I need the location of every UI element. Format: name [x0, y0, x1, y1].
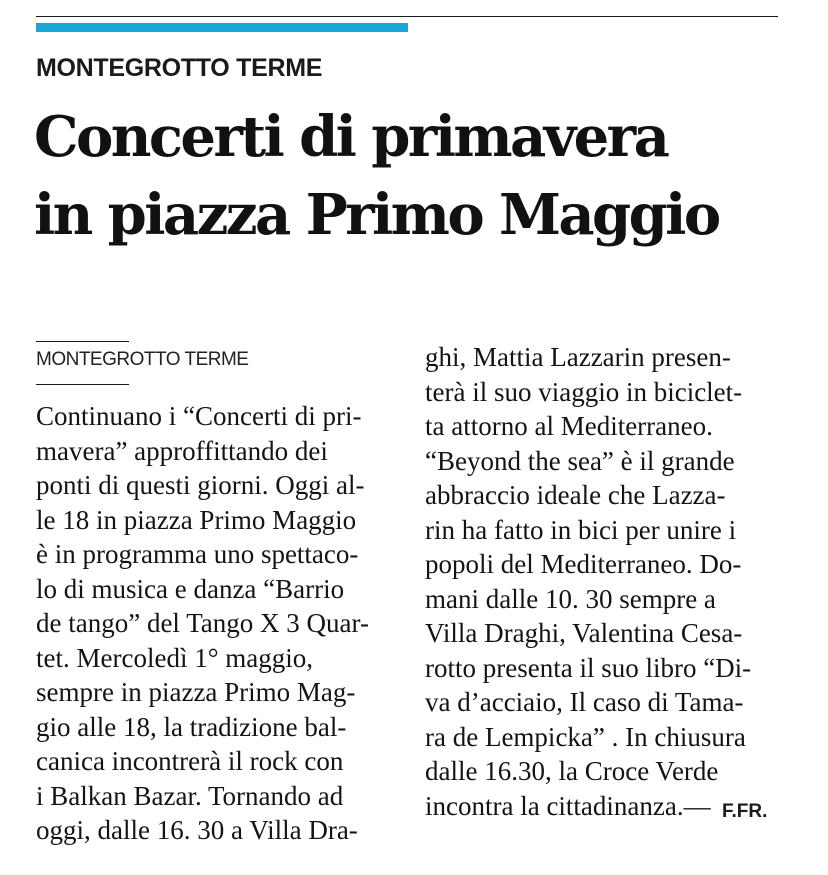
top-rule	[36, 16, 778, 17]
body-line: Villa Draghi, Valentina Cesa-	[425, 618, 743, 648]
headline-line: Concerti di primavera	[34, 104, 668, 170]
dateline: MONTEGROTTO TERME	[36, 349, 249, 370]
body-line: rin ha fatto in bici per unire i	[425, 514, 737, 545]
body-line: terà il suo viaggio in biciclet-	[425, 376, 743, 407]
body-line: ponti di questi giorni. Oggi al-	[36, 470, 365, 500]
body-column-right	[425, 340, 781, 823]
body-column-left	[36, 399, 392, 848]
body-line: popoli del Mediterraneo. Do-	[425, 549, 742, 579]
body-line: tet. Mercoledì 1° maggio,	[36, 642, 313, 673]
body-line: de tango” del Tango X 3 Quar-	[36, 608, 369, 638]
body-line: Continuano i “Concerti di pri-	[36, 401, 362, 431]
body-line: è in programma uno spettaco-	[36, 539, 359, 569]
body-line: gio alle 18, la tradizione bal-	[36, 711, 347, 742]
body-line: rotto presenta il suo libro “Di-	[425, 652, 752, 683]
dateline-rule	[36, 384, 129, 385]
body-line: sempre in piazza Primo Mag-	[36, 677, 356, 707]
body-line: le 18 in piazza Primo Maggio	[36, 504, 357, 535]
headline	[34, 98, 794, 254]
body-line: ghi, Mattia Lazzarin presen-	[425, 342, 731, 372]
body-line: “Beyond the sea” è il grande	[425, 445, 735, 476]
section-accent-bar	[36, 23, 408, 32]
body-line: dalle 16.30, la Croce Verde	[425, 756, 719, 786]
body-line: canica incontrerà il rock con	[36, 746, 344, 776]
body-line: oggi, dalle 16. 30 a Villa Dra-	[36, 815, 358, 845]
body-line: mavera” approffittando dei	[36, 435, 328, 466]
author-signature: F.FR.	[722, 801, 768, 822]
body-line: va d’acciaio, Il caso di Tama-	[425, 687, 744, 717]
kicker: MONTEGROTTO TERME	[36, 54, 323, 82]
body-line: lo di musica e danza “Barrio	[36, 573, 345, 604]
body-line: i Balkan Bazar. Tornando ad	[36, 780, 344, 811]
body-line: ra de Lempicka” . In chiusura	[425, 721, 746, 752]
headline-line: in piazza Primo Maggio	[34, 182, 719, 248]
dateline-rule	[36, 341, 129, 342]
body-line: mani dalle 10. 30 sempre a	[425, 583, 716, 614]
body-line: incontra la cittadinanza.—	[425, 790, 711, 821]
body-line: ta attorno al Mediterraneo.	[425, 411, 713, 441]
body-line: abbraccio ideale che Lazza-	[425, 480, 726, 510]
